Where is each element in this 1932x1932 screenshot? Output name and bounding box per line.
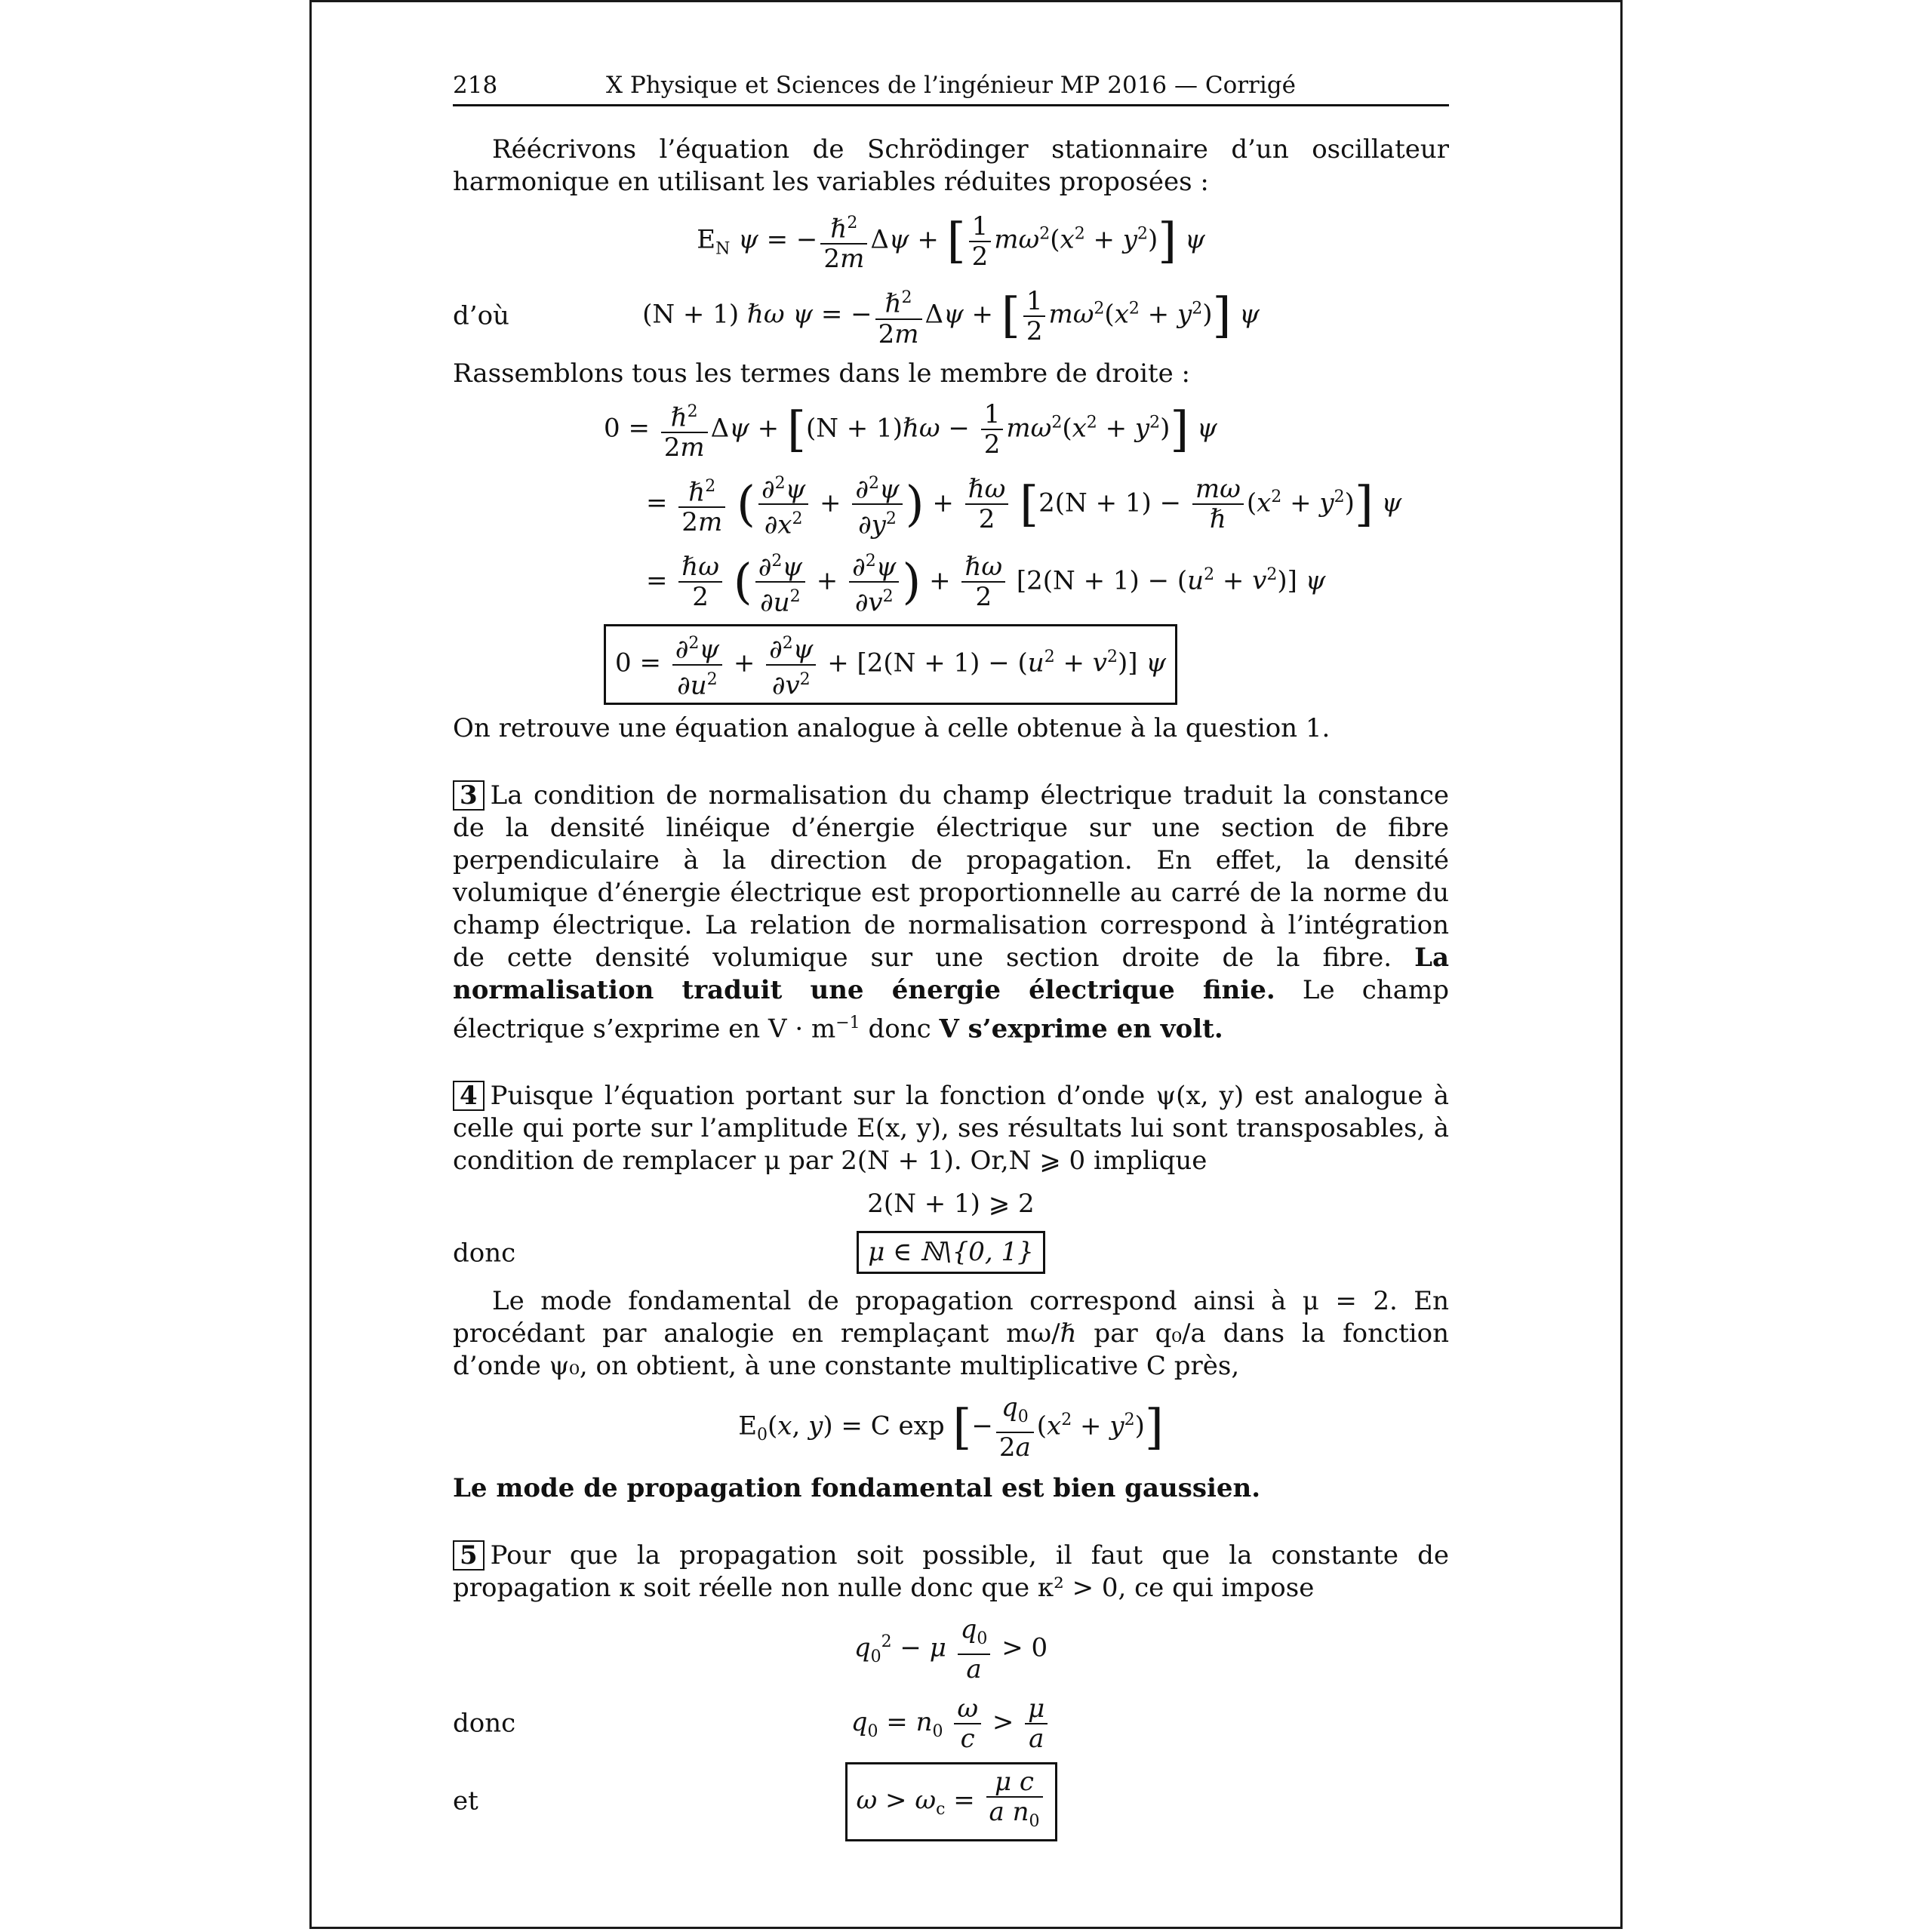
derivation-line-2: = $\frac{\hbar^2}{2m}$ ( $\frac{\partial^2\psi}{\partial x^2}$ + $\frac{\partial^2\psi}{\partial y^2}$ ) + $\frac{\text{ℏω}}{2}$ [2(N + 1) − $\frac{m\omega}{\text{ℏ}}$ $(x^2 + y^2)$] ψ	[604, 469, 1449, 540]
gather-paragraph: Rassemblons tous les termes dans le membre de droite :	[453, 358, 1191, 389]
question-5-paragraph	[453, 1540, 1449, 1604]
q4-text: Puisque l’équation portant sur la fonction d’onde ψ(x, y) est analogue à celle qui porte sur l’amplitude E(x, y), ses résultats lui sont transposables, à condition de remplacer μ par 2(N + 1). Or,N ⩾ 0 implique	[453, 1081, 1449, 1177]
intro-paragraph: Réécrivons l’équation de Schrödinger stationnaire d’un oscillateur harmonique en utilisant les variables réduites proposées :	[453, 134, 1449, 197]
question-number-box: 4	[453, 1081, 485, 1111]
question-4-paragraph	[453, 1080, 1449, 1177]
q4-inequality: 2(N + 1) ⩾ 2	[867, 1189, 1035, 1220]
equation-schrodinger: $E_N$ ψ = − $\frac{\hbar^2}{2m}$ Δψ + [ $\frac{1}{2}$ $m\omega^2(x^2 + y^2)$] ψ	[453, 209, 1449, 273]
label-et: et	[453, 1786, 478, 1817]
q4-conclusion: Le mode de propagation fondamental est bien gaussien.	[453, 1473, 1261, 1504]
page-content	[453, 69, 1449, 1850]
q3-bold-conclusion: V s’exprime en volt.	[939, 1014, 1223, 1044]
derivation-line-3: = $\frac{\text{ℏω}}{2}$ ( $\frac{\partial^2\psi}{\partial u^2}$ + $\frac{\partial^2\psi}{\partial v^2}$ ) + $\frac{\text{ℏω}}{2}$ $[2(N + 1) - (u^2 + v^2)]$ ψ	[604, 547, 1449, 617]
running-title: X Physique et Sciences de l’ingénieur MP 2016 — Corrigé	[606, 72, 1296, 99]
q3-text: La condition de normalisation du champ électrique traduit la constance de la densité linéique d’énergie électrique sur une section de fibre perpendiculaire à la direction de propagation. En effet, la densité volumique d’énergie électrique est proportionnelle au carré de la norme du champ électrique. La relation de normalisation correspond à l’intégration de cette densité volumique sur une section droite de la fibre.	[453, 780, 1449, 973]
q3-unit-exponent: −1	[835, 1013, 860, 1032]
q5-text: Pour que la propagation soit possible, il faut que la constante de propagation κ soit réelle non nulle donc que κ² > 0, ce qui impose	[453, 1540, 1449, 1604]
q4-gaussian-equation: $E_0(x$, y) = C exp [− $\frac{q_0}{2a}$ $(x^2 + y^2)$]	[738, 1392, 1164, 1463]
q5-donc-row: donc $q_0 = n_0$ $\frac{\omega}{c}$ > $\frac{\mu}{a}$	[453, 1694, 1449, 1753]
derivation-line-1: 0 = $\frac{\hbar^2}{2m}$ Δψ + [(N + 1)ℏω − $\frac{1}{2}$ $m\omega^2(x^2 + y^2)$] ψ	[604, 398, 1449, 462]
equation-derivation	[604, 398, 1449, 705]
equation-dou-row: d’où (N + 1) ℏω ψ = − $\frac{\hbar^2}{2m}$ Δψ + [ $\frac{1}{2}$ $m\omega^2(x^2 + y^2)$] ψ	[453, 284, 1449, 348]
analog-paragraph: On retrouve une équation analogue à celle obtenue à la question 1.	[453, 712, 1331, 743]
q5-boxed-result: $\omega > \omega_c$ = $\frac{\text{μ c}}{a n_0}$	[845, 1762, 1057, 1841]
q3-text-units: Le champ électrique s’exprime en V · m	[453, 974, 1449, 1044]
q5-et-row	[453, 1762, 1449, 1841]
question-number-box: 5	[453, 1540, 485, 1571]
q4-boxed-row	[453, 1231, 1449, 1276]
q4-boxed-result: μ ∈ ℕ\{0, 1}	[857, 1231, 1045, 1274]
question-number-box: 3	[453, 780, 485, 811]
running-header	[453, 69, 1449, 106]
q5-condition: $q_0^2 - \mu$ $\frac{q_0}{a}$ > 0	[854, 1614, 1048, 1684]
label-donc: donc	[453, 1238, 516, 1269]
derivation-boxed-result: 0 = $\frac{\partial^2\psi}{\partial u^2}$ + $\frac{\partial^2\psi}{\partial v^2}$ + $[2(N + 1) - (u^2 + v^2)]$ ψ	[604, 624, 1449, 705]
question-3-paragraph	[453, 780, 1449, 1045]
q3-text-donc: donc	[868, 1014, 931, 1044]
q3-bold-statement: La normalisation traduit une énergie électrique finie.	[453, 942, 1450, 1005]
label-donc: donc	[453, 1708, 516, 1739]
page-number: 218	[453, 72, 498, 99]
q4-fundamental-paragraph: Le mode fondamental de propagation correspond ainsi à μ = 2. En procédant par analogie en remplaçant mω/ℏ par q₀/a dans la fonction d’onde ψ₀, on obtient, à une constante multiplicative C près,	[453, 1286, 1449, 1382]
label-dou: d’où	[453, 300, 509, 331]
